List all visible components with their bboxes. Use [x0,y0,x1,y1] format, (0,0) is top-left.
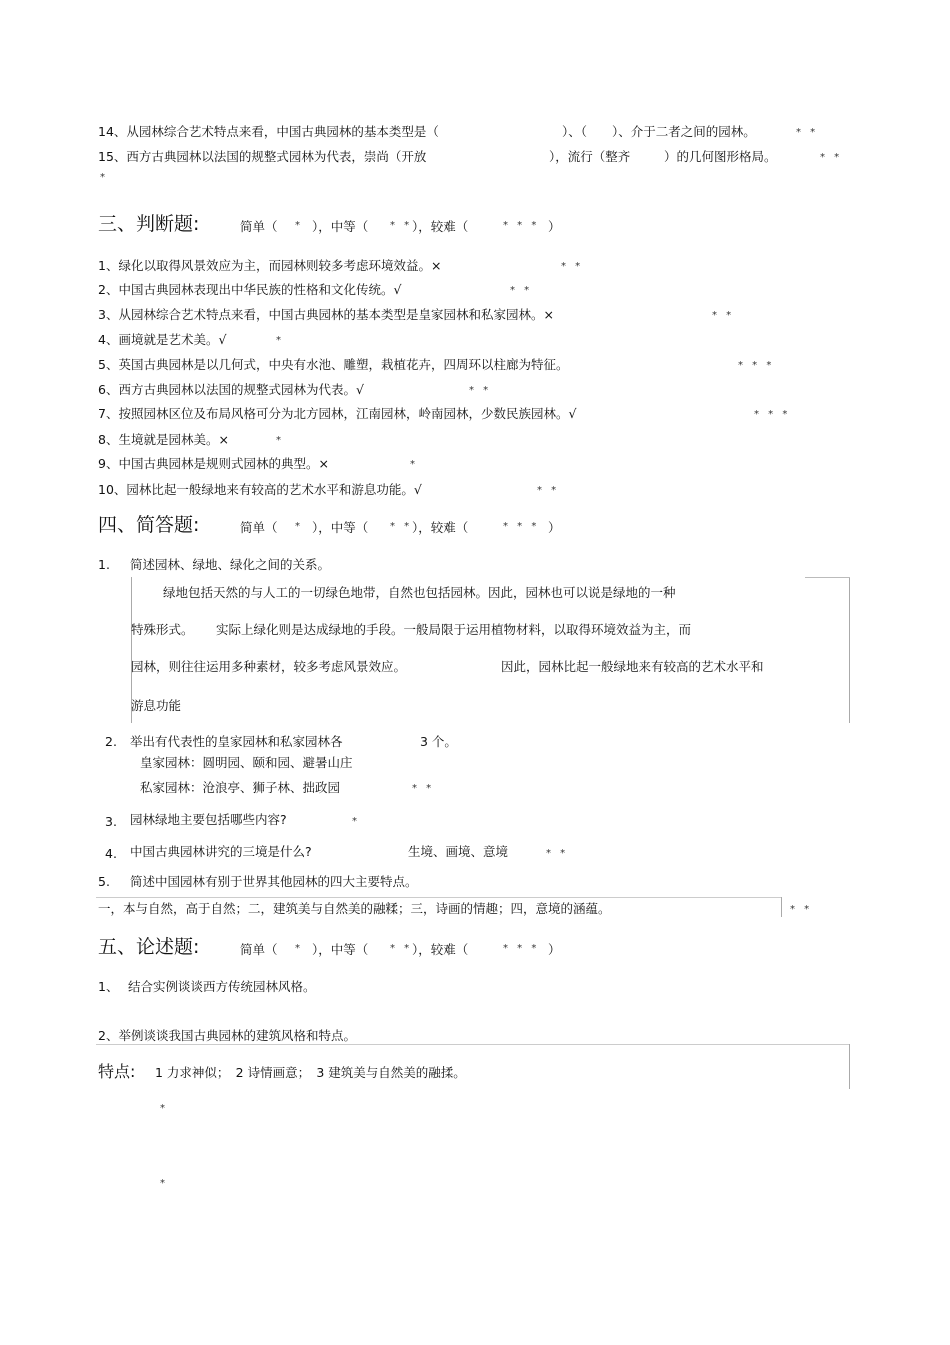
judge-item-4-stars: * [276,335,284,346]
short-q2-number: 2. [105,734,117,749]
answer-box-right-border [849,577,850,723]
short-q2-question: 举出有代表性的皇家园林和私家园林各 [130,734,343,749]
short-q3-question: 园林绿地主要包括哪些内容? [130,812,287,827]
section5-hard-label: ），较难（ [412,942,469,957]
section5-title: 五、论述题: [98,936,200,958]
judge-item-5-stars: * * * [738,360,775,371]
short-q4-stars: * * [546,848,569,859]
section5-easy-label: 简单（ [240,942,278,957]
essay-q2-star-a: * [160,1103,168,1114]
section4-easy-stars: * [295,521,303,532]
short-q5-number: 5. [98,874,110,889]
essay-q1-question: 结合实例谈谈西方传统园林风格。 [128,979,316,994]
short-q1-answer-line3a: 园林，则往往运用多种素材，较多考虑风景效应。 [131,659,407,674]
section3-hard-stars: * * * [503,220,540,231]
short-q1-answer-line3b: 因此，园林比起一般绿地来有较高的艺术水平和 [501,659,764,674]
short-q3-stars: * [352,816,360,827]
short-q5-stars: * * [790,904,813,915]
judge-item-9: 9、中国古典园林是规则式园林的典型。× [98,456,329,471]
essay-answer-box-right [849,1044,850,1089]
judge-item-1: 1、绿化以取得风景效应为主，而园林则较多考虑环境效益。× [98,258,442,273]
q14-mid2: ）、介于二者之间的园林。 [612,124,756,139]
q15-difficulty-stars: * * [820,152,843,163]
q15-mid1: ），流行（整齐 [549,149,631,164]
short-q1-question: 简述园林、绿地、绿化之间的关系。 [130,557,331,572]
section4-medium-label: ），中等（ [312,520,369,535]
section4-hard-label: ），较难（ [412,520,469,535]
short-q1-answer-line2b: 实际上绿化则是达成绿地的手段。一般局限于运用植物材料，以取得环境效益为主，而 [216,622,692,637]
judge-item-8-stars: * [276,435,284,446]
section3-medium-stars: * * [390,220,413,231]
judge-item-6: 6、西方古典园林以法国的规整式园林为代表。√ [98,382,364,397]
judge-item-1-stars: * * [561,261,584,272]
section4-easy-label: 简单（ [240,520,278,535]
essay-answer-box-top [96,1044,850,1045]
section3-easy-label: 简单（ [240,219,278,234]
judge-item-4: 4、画境就是艺术美。√ [98,332,227,347]
section4-end: ） [548,520,561,535]
q5-answer-box-right [781,897,782,917]
short-q4-question: 中国古典园林讲究的三境是什么? [130,844,312,859]
section3-hard-label: ），较难（ [412,219,469,234]
answer-box-top-border [805,577,850,578]
section3-easy-stars: * [295,220,303,231]
short-q1-number: 1. [98,557,110,572]
section5-medium-stars: * * [390,943,413,954]
section4-title: 四、简答题: [98,514,200,536]
q14-difficulty-stars: * * [796,127,819,138]
essay-q2-star-b: * [160,1178,168,1189]
section4-hard-stars: * * * [503,521,540,532]
section3-title: 三、判断题: [98,213,200,235]
essay-q2-question: 2、举例谈谈我国古典园林的建筑风格和特点。 [98,1028,356,1043]
short-q5-question: 简述中国园林有别于世界其他园林的四大主要特点。 [130,874,418,889]
judge-item-7: 7、按照园林区位及布局风格可分为北方园林，江南园林，岭南园林，少数民族园林。√ [98,406,577,421]
q14-mid1: ）、（ [562,124,588,139]
q15-mid2: ）的几何图形格局。 [664,149,777,164]
judge-item-7-stars: * * * [754,409,791,420]
section5-hard-stars: * * * [503,943,540,954]
short-q2-stars: * * [412,783,435,794]
essay-q2-answer: 1 力求神似； 2 诗情画意； 3 建筑美与自然美的融揉。 [155,1065,466,1080]
short-q1-answer-line4: 游息功能 [131,698,182,713]
judge-item-6-stars: * * [469,385,492,396]
judge-item-10: 10、园林比起一般绿地来有较高的艺术水平和游息功能。√ [98,482,422,497]
short-q2-answer-private: 私家园林：沧浪亭、狮子林、拙政园 [140,780,341,795]
judge-item-9-stars: * [410,459,418,470]
judge-item-10-stars: * * [537,485,560,496]
judge-item-5: 5、英国古典园林是以几何式，中央有水池、雕塑，栽植花卉，四周环以柱廊为特征。 [98,357,569,372]
judge-item-8: 8、生境就是园林美。× [98,432,229,447]
q14-prefix: 14、从园林综合艺术特点来看，中国古典园林的基本类型是（ [98,124,439,139]
judge-item-2-stars: * * [510,285,533,296]
judge-item-3: 3、从园林综合艺术特点来看，中国古典园林的基本类型是皇家园林和私家园林。× [98,307,554,322]
section4-medium-stars: * * [390,521,413,532]
essay-q1-number: 1、 [98,979,119,994]
q5-answer-box-top [96,897,782,898]
section5-medium-label: ），中等（ [312,942,369,957]
q15-difficulty-stars-2: * [100,172,108,183]
section3-end: ） [548,219,561,234]
short-q1-answer-line1: 绿地包括天然的与人工的一切绿色地带，自然也包括园林。因此，园林也可以说是绿地的一种 [163,585,676,600]
section5-easy-stars: * [295,943,303,954]
section5-end: ） [548,942,561,957]
q15-prefix: 15、西方古典园林以法国的规整式园林为代表，崇尚（开放 [98,149,427,164]
short-q1-answer-line2a: 特殊形式。 [131,622,194,637]
short-q5-answer: 一，本与自然，高于自然；二，建筑美与自然美的融糅；三，诗画的情趣；四，意境的涵蕴。 [98,901,611,916]
short-q2-answer-royal: 皇家园林：圆明园、颐和园、避暑山庄 [140,755,353,770]
section3-medium-label: ），中等（ [312,219,369,234]
short-q4-answer: 生境、画境、意境 [408,844,509,859]
short-q4-number: 4. [105,846,117,861]
short-q3-number: 3. [105,814,117,829]
essay-q2-answer-label: 特点: [98,1062,136,1081]
judge-item-3-stars: * * [712,310,735,321]
short-q2-question-count: 3 个。 [420,734,457,749]
judge-item-2: 2、中国古典园林表现出中华民族的性格和文化传统。√ [98,282,402,297]
